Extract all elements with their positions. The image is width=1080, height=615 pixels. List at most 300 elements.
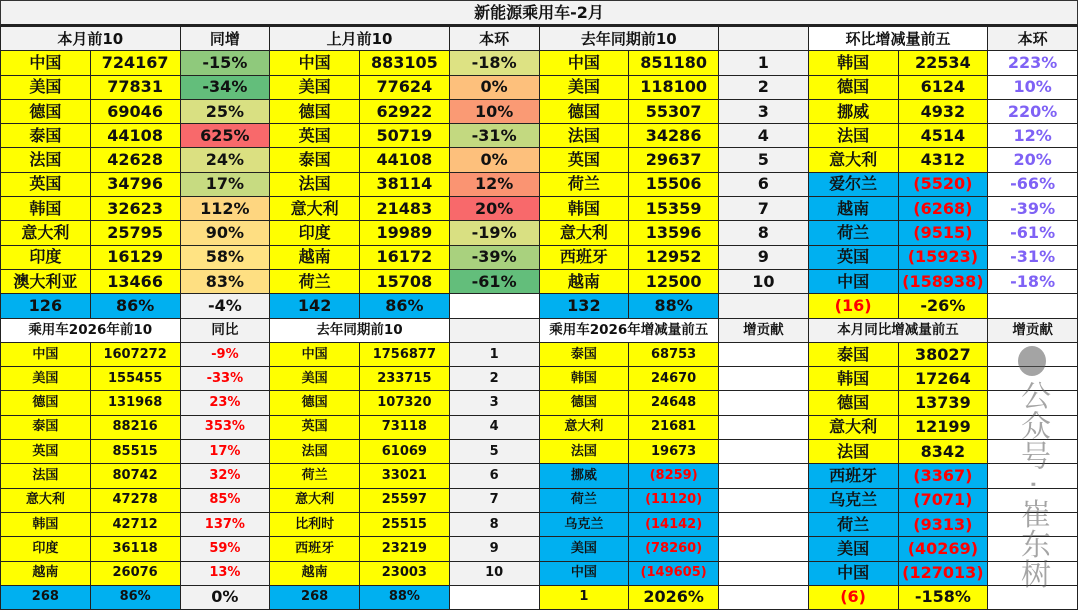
table-cell: (8259)	[629, 464, 719, 488]
table-cell: 13466	[90, 269, 180, 293]
table-cell: 85515	[90, 440, 180, 464]
table-cell: 107320	[360, 391, 450, 415]
table-cell: 80742	[90, 464, 180, 488]
table-cell: -61%	[449, 269, 539, 293]
table-row	[1, 221, 1078, 245]
table-cell	[719, 440, 809, 464]
table-cell: 34796	[90, 172, 180, 196]
table-cell: 23003	[360, 561, 450, 585]
table-cell: 32623	[90, 197, 180, 221]
table-cell: 16129	[90, 245, 180, 269]
table-cell: 中国	[539, 561, 629, 585]
total-cell: -26%	[898, 294, 988, 318]
table-cell: 德国	[539, 99, 629, 123]
table-cell: 3	[449, 391, 539, 415]
table-cell: 印度	[1, 245, 91, 269]
column-header: 乘用车2026年前10	[1, 318, 181, 342]
table-cell: 荷兰	[539, 488, 629, 512]
table-cell: 4514	[898, 124, 988, 148]
table-cell: 12%	[988, 124, 1078, 148]
table-cell: 德国	[270, 391, 360, 415]
table-cell: 韩国	[1, 197, 91, 221]
table-cell: 7	[719, 197, 809, 221]
table-cell: (149605)	[629, 561, 719, 585]
table-cell: 20%	[988, 148, 1078, 172]
table-cell: 爱尔兰	[808, 172, 898, 196]
table-cell: 131968	[90, 391, 180, 415]
table-cell	[988, 512, 1078, 536]
table-cell: 印度	[270, 221, 360, 245]
table-cell: 85%	[180, 488, 270, 512]
table-cell: 韩国	[808, 367, 898, 391]
total-cell: -4%	[180, 294, 270, 318]
table-cell: 15708	[360, 269, 450, 293]
table-cell: 44108	[360, 148, 450, 172]
table-cell: 中国	[270, 342, 360, 366]
table-cell: 36118	[90, 537, 180, 561]
table-cell: 8342	[898, 440, 988, 464]
table-row	[1, 342, 1078, 366]
total-cell: 132	[539, 294, 629, 318]
table-cell: 德国	[539, 391, 629, 415]
table-cell	[719, 342, 809, 366]
table-cell: 10%	[449, 99, 539, 123]
data-table	[0, 26, 1078, 610]
table-cell: 美国	[539, 75, 629, 99]
table-row	[1, 148, 1078, 172]
table-row	[1, 75, 1078, 99]
table-cell: 韩国	[539, 367, 629, 391]
table-cell: 69046	[90, 99, 180, 123]
table-cell: 3	[719, 99, 809, 123]
table-cell: 泰国	[1, 124, 91, 148]
table-cell: 25795	[90, 221, 180, 245]
table-row	[1, 197, 1078, 221]
table-cell: 24670	[629, 367, 719, 391]
table-cell: 77831	[90, 75, 180, 99]
total-cell: 86%	[90, 585, 180, 609]
table-cell: 荷兰	[808, 512, 898, 536]
table-cell: 意大利	[539, 415, 629, 439]
table-row	[1, 537, 1078, 561]
table-cell: 法国	[270, 440, 360, 464]
table-cell: -66%	[988, 172, 1078, 196]
table-cell: 73118	[360, 415, 450, 439]
table-cell: 0%	[449, 75, 539, 99]
table-cell: 西班牙	[808, 464, 898, 488]
table-cell: 16172	[360, 245, 450, 269]
table-cell: 意大利	[1, 221, 91, 245]
table-cell: 220%	[988, 99, 1078, 123]
table-cell: 6	[449, 464, 539, 488]
table-row	[1, 51, 1078, 75]
table-cell: 德国	[808, 75, 898, 99]
table-cell: 泰国	[1, 415, 91, 439]
table-cell: 24648	[629, 391, 719, 415]
table-cell: (78260)	[629, 537, 719, 561]
table-cell: 58%	[180, 245, 270, 269]
table-cell: 353%	[180, 415, 270, 439]
table-cell: 50719	[360, 124, 450, 148]
table-cell: 38114	[360, 172, 450, 196]
total-cell: 142	[270, 294, 360, 318]
table-cell: (6268)	[898, 197, 988, 221]
table-cell: -15%	[180, 51, 270, 75]
table-cell: 223%	[988, 51, 1078, 75]
table-cell: 法国	[539, 440, 629, 464]
table-cell: 851180	[629, 51, 719, 75]
table-cell: 13596	[629, 221, 719, 245]
table-cell: 英国	[539, 148, 629, 172]
table-cell: 意大利	[539, 221, 629, 245]
table-cell: 7	[449, 488, 539, 512]
table-cell: 137%	[180, 512, 270, 536]
total-cell	[719, 585, 809, 609]
table-cell: 44108	[90, 124, 180, 148]
table-cell: 4	[449, 415, 539, 439]
table-cell: -61%	[988, 221, 1078, 245]
table-cell: 荷兰	[270, 464, 360, 488]
table-cell: 33021	[360, 464, 450, 488]
bottom-header-row	[1, 318, 1078, 342]
table-cell: 112%	[180, 197, 270, 221]
column-header: 上月前10	[270, 27, 450, 51]
table-cell: 20%	[449, 197, 539, 221]
table-cell	[719, 415, 809, 439]
total-cell: 86%	[90, 294, 180, 318]
table-cell: 12952	[629, 245, 719, 269]
table-cell: 34286	[629, 124, 719, 148]
table-cell: 5	[719, 148, 809, 172]
table-cell: 荷兰	[539, 172, 629, 196]
table-cell: 法国	[808, 124, 898, 148]
table-cell: 12500	[629, 269, 719, 293]
table-cell: 17%	[180, 440, 270, 464]
column-header	[719, 27, 809, 51]
table-cell: 泰国	[270, 148, 360, 172]
table-cell: 越南	[270, 561, 360, 585]
table-cell: 88216	[90, 415, 180, 439]
table-cell	[988, 561, 1078, 585]
table-cell: 12199	[898, 415, 988, 439]
table-cell: 4	[719, 124, 809, 148]
table-cell: 23219	[360, 537, 450, 561]
table-row	[1, 561, 1078, 585]
column-header: 本环	[988, 27, 1078, 51]
table-cell: 西班牙	[270, 537, 360, 561]
table-cell: 美国	[808, 537, 898, 561]
table-cell: 中国	[1, 342, 91, 366]
table-cell: 法国	[808, 440, 898, 464]
table-row	[1, 464, 1078, 488]
table-cell: 9	[719, 245, 809, 269]
table-cell: 25597	[360, 488, 450, 512]
table-cell: 62922	[360, 99, 450, 123]
table-cell: (9515)	[898, 221, 988, 245]
table-cell: 英国	[270, 124, 360, 148]
table-cell	[988, 488, 1078, 512]
table-row	[1, 391, 1078, 415]
table-row	[1, 488, 1078, 512]
table-cell: 724167	[90, 51, 180, 75]
table-cell: 西班牙	[539, 245, 629, 269]
table-cell: -18%	[449, 51, 539, 75]
table-row	[1, 440, 1078, 464]
table-cell: -39%	[449, 245, 539, 269]
table-cell: 德国	[1, 99, 91, 123]
table-cell: 美国	[270, 75, 360, 99]
table-cell: 90%	[180, 221, 270, 245]
table-cell	[988, 537, 1078, 561]
table-cell: 42628	[90, 148, 180, 172]
total-row	[1, 294, 1078, 318]
table-cell: 5	[449, 440, 539, 464]
table-cell: 2	[449, 367, 539, 391]
table-cell: 10%	[988, 75, 1078, 99]
column-header: 同比	[180, 318, 270, 342]
total-cell: (16)	[808, 294, 898, 318]
top-header-row	[1, 27, 1078, 51]
table-cell: 59%	[180, 537, 270, 561]
column-header: 本月同比增减量前五	[808, 318, 988, 342]
table-cell: 17%	[180, 172, 270, 196]
table-cell: 德国	[270, 99, 360, 123]
table-cell: -31%	[988, 245, 1078, 269]
table-cell: 38027	[898, 342, 988, 366]
table-cell: 法国	[539, 124, 629, 148]
table-cell: 中国	[1, 51, 91, 75]
table-cell: -19%	[449, 221, 539, 245]
table-cell: (11120)	[629, 488, 719, 512]
total-cell: -158%	[898, 585, 988, 609]
table-cell: 22534	[898, 51, 988, 75]
table-cell: 韩国	[1, 512, 91, 536]
table-cell: 美国	[539, 537, 629, 561]
total-cell: 88%	[360, 585, 450, 609]
table-row	[1, 415, 1078, 439]
table-row	[1, 172, 1078, 196]
table-cell	[719, 391, 809, 415]
column-header: 增贡献	[719, 318, 809, 342]
table-cell: 泰国	[808, 342, 898, 366]
table-cell: 越南	[270, 245, 360, 269]
table-cell: 0%	[449, 148, 539, 172]
table-cell: 1	[719, 51, 809, 75]
table-row	[1, 512, 1078, 536]
total-cell: 126	[1, 294, 91, 318]
table-cell: 2	[719, 75, 809, 99]
table-cell	[988, 391, 1078, 415]
table-cell: 德国	[808, 391, 898, 415]
table-cell: 越南	[808, 197, 898, 221]
table-cell: 10	[719, 269, 809, 293]
table-cell: 乌克兰	[808, 488, 898, 512]
total-cell: 1	[539, 585, 629, 609]
total-cell: (6)	[808, 585, 898, 609]
table-cell: 泰国	[539, 342, 629, 366]
table-cell: 意大利	[1, 488, 91, 512]
table-cell: -31%	[449, 124, 539, 148]
table-cell: 19673	[629, 440, 719, 464]
table-cell: 26076	[90, 561, 180, 585]
table-cell: 4312	[898, 148, 988, 172]
table-cell: 意大利	[808, 148, 898, 172]
table-cell: 883105	[360, 51, 450, 75]
table-cell: -34%	[180, 75, 270, 99]
table-cell: 6124	[898, 75, 988, 99]
table-cell: 比利时	[270, 512, 360, 536]
table-cell: 中国	[539, 51, 629, 75]
table-cell: 韩国	[808, 51, 898, 75]
column-header	[449, 318, 539, 342]
table-cell: 9	[449, 537, 539, 561]
table-cell: 越南	[539, 269, 629, 293]
total-cell: 0%	[180, 585, 270, 609]
table-cell: 1	[449, 342, 539, 366]
table-cell: 68753	[629, 342, 719, 366]
table-row	[1, 124, 1078, 148]
table-cell: (158938)	[898, 269, 988, 293]
table-cell: 23%	[180, 391, 270, 415]
total-cell	[449, 585, 539, 609]
total-cell: 2026%	[629, 585, 719, 609]
table-cell: 12%	[449, 172, 539, 196]
table-cell: 中国	[808, 561, 898, 585]
table-cell: -39%	[988, 197, 1078, 221]
table-cell: 47278	[90, 488, 180, 512]
table-cell: 13%	[180, 561, 270, 585]
table-cell: 118100	[629, 75, 719, 99]
table-row	[1, 367, 1078, 391]
column-header: 本月前10	[1, 27, 181, 51]
table-cell: 19989	[360, 221, 450, 245]
table-cell: 8	[719, 221, 809, 245]
sheet-title: 新能源乘用车-2月	[0, 0, 1078, 26]
table-cell: 6	[719, 172, 809, 196]
column-header: 环比增减量前五	[808, 27, 988, 51]
table-cell: 233715	[360, 367, 450, 391]
table-cell: 挪威	[808, 99, 898, 123]
table-cell: 8	[449, 512, 539, 536]
table-cell: 21483	[360, 197, 450, 221]
column-header: 乘用车2026年增减量前五	[539, 318, 719, 342]
column-header: 去年同期前10	[539, 27, 719, 51]
table-cell: 13739	[898, 391, 988, 415]
table-cell	[988, 415, 1078, 439]
table-cell: 25515	[360, 512, 450, 536]
table-cell: 42712	[90, 512, 180, 536]
table-cell: 10	[449, 561, 539, 585]
total-cell: 86%	[360, 294, 450, 318]
table-cell: 意大利	[808, 415, 898, 439]
table-cell: 625%	[180, 124, 270, 148]
table-cell	[719, 537, 809, 561]
table-cell: 法国	[1, 464, 91, 488]
table-cell: (7071)	[898, 488, 988, 512]
table-cell: 中国	[808, 269, 898, 293]
table-cell: 32%	[180, 464, 270, 488]
table-cell: 中国	[270, 51, 360, 75]
table-cell: 越南	[1, 561, 91, 585]
table-cell: 美国	[1, 367, 91, 391]
total-cell	[449, 294, 539, 318]
table-cell: 55307	[629, 99, 719, 123]
table-cell: (40269)	[898, 537, 988, 561]
table-cell	[719, 367, 809, 391]
table-cell: 乌克兰	[539, 512, 629, 536]
table-cell: 法国	[1, 148, 91, 172]
table-row	[1, 99, 1078, 123]
table-cell: 德国	[1, 391, 91, 415]
table-cell: 澳大利亚	[1, 269, 91, 293]
table-cell: 英国	[808, 245, 898, 269]
total-cell: 88%	[629, 294, 719, 318]
total-cell	[988, 585, 1078, 609]
table-cell: 挪威	[539, 464, 629, 488]
table-cell: -9%	[180, 342, 270, 366]
table-cell: (15923)	[898, 245, 988, 269]
table-cell: 77624	[360, 75, 450, 99]
table-cell: (127013)	[898, 561, 988, 585]
total-cell: 268	[270, 585, 360, 609]
table-cell: 25%	[180, 99, 270, 123]
table-cell: 荷兰	[270, 269, 360, 293]
table-cell: 29637	[629, 148, 719, 172]
table-cell	[988, 342, 1078, 366]
watermark-text: 公众号 · 崔东树	[1015, 380, 1050, 589]
table-row	[1, 269, 1078, 293]
column-header: 增贡献	[988, 318, 1078, 342]
table-cell	[719, 464, 809, 488]
table-cell: 美国	[270, 367, 360, 391]
table-cell: 韩国	[539, 197, 629, 221]
table-cell: (3367)	[898, 464, 988, 488]
table-cell: 24%	[180, 148, 270, 172]
table-cell: 4932	[898, 99, 988, 123]
table-cell: 21681	[629, 415, 719, 439]
table-cell: 美国	[1, 75, 91, 99]
table-cell	[719, 512, 809, 536]
table-cell: 英国	[270, 415, 360, 439]
table-cell: 155455	[90, 367, 180, 391]
table-cell: 法国	[270, 172, 360, 196]
table-cell	[988, 440, 1078, 464]
table-cell: 17264	[898, 367, 988, 391]
table-cell: 15506	[629, 172, 719, 196]
table-cell: 意大利	[270, 197, 360, 221]
table-cell: (5520)	[898, 172, 988, 196]
table-cell: 1756877	[360, 342, 450, 366]
table-cell: -33%	[180, 367, 270, 391]
total-cell	[988, 294, 1078, 318]
table-cell: 83%	[180, 269, 270, 293]
total-row	[1, 585, 1078, 609]
table-cell	[988, 464, 1078, 488]
table-cell: 15359	[629, 197, 719, 221]
table-cell: 英国	[1, 440, 91, 464]
column-header: 去年同期前10	[270, 318, 450, 342]
table-row	[1, 245, 1078, 269]
table-cell: (9313)	[898, 512, 988, 536]
total-cell	[719, 294, 809, 318]
table-cell: 1607272	[90, 342, 180, 366]
table-cell: 意大利	[270, 488, 360, 512]
table-cell: 印度	[1, 537, 91, 561]
table-cell: (14142)	[629, 512, 719, 536]
column-header: 本环	[449, 27, 539, 51]
table-cell: 61069	[360, 440, 450, 464]
table-cell	[719, 561, 809, 585]
